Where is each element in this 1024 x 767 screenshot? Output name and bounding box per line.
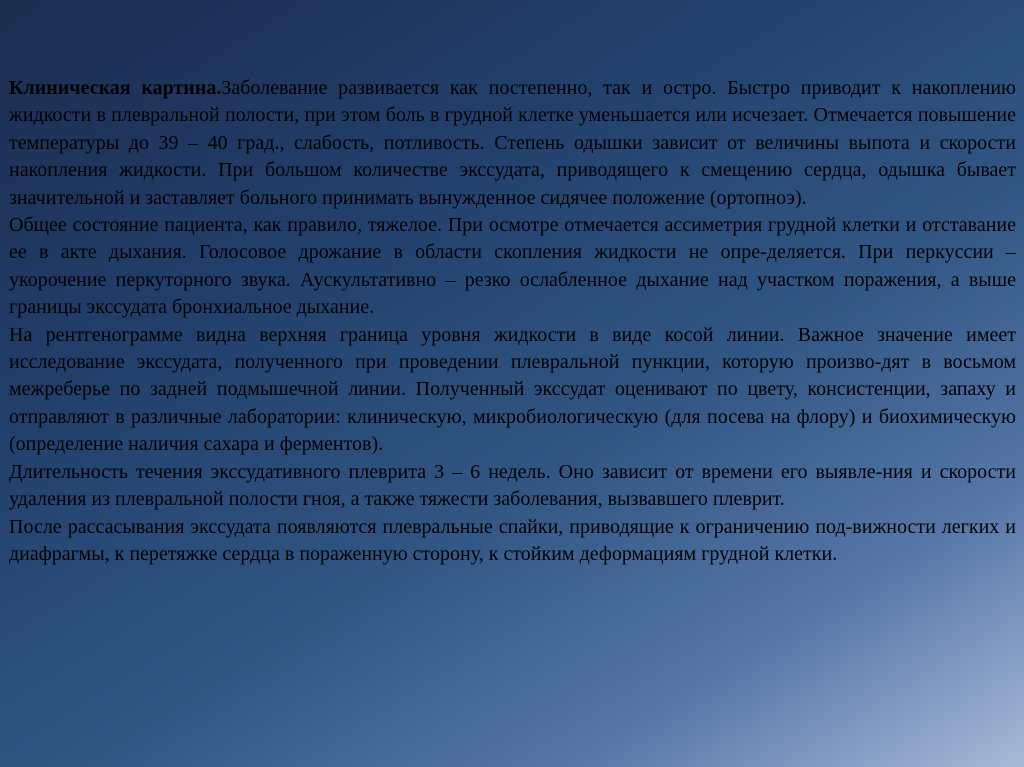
paragraph-xray: На рентгенограмме видна верхняя граница уровня жидкости в виде косой линии. Важное значение имеет исследование экссудата, полученного при проведении плевральной пункции, которую произво-дят в восьмом межреберье по задней подмышечной линии. Полученный экссудат оценивают по цвету, консистенции, запаху и отправляют в различные лаборатории: клиническую, микробиологическую (для посева на флору) и биохимическую (определение наличия сахара и ферментов). [9,323,1016,456]
paragraph-general-condition: Общее состояние пациента, как правило, тяжелое. При осмотре отмечается ассиметрия грудной клетки и отставание ее в акте дыхания. Голосовое дрожание в области скопления жидкости не опре-деляется. При перкуссии – укорочение перкуторного звука. Аускультативно – резко ослабленное дыхание над участком поражения, а выше границы экссудата бронхиальное дыхание. [9,214,1016,319]
paragraph-clinical-picture [9,75,1016,212]
clinical-picture-heading: Клиническая картина. [9,77,222,99]
slide-body-text [9,75,1016,568]
paragraph-duration: Длительность течения экссудативного плеврита 3 – 6 недель. Оно зависит от времени его выявле-ния и скорости удаления из плевральной полости гноя, а также тяжести заболевания, вызвавшего плеврит. [9,460,1016,511]
paragraph-text: Заболевание развивается как постепенно, так и остро. Быстро приводит к накоплению жидкости в плевральной полости, при этом боль в грудной клетке уменьшается или исчезает. Отмечается повышение температуры до 39 – 40 град., слабость, потливость. Степень одышки зависит от величины выпота и скорости накопления жидкости. При большом количестве экссудата, приводящего к смещению сердца, одышка бывает значительной и заставляет больного принимать вынужденное сидячее положение (ортопноэ). [9,77,1016,209]
paragraph-consequences: После рассасывания экссудата появляются плевральные спайки, приводящие к ограничению под-вижности легких и диафрагмы, к перетяжке сердца в пораженную сторону, к стойким деформациям грудной клетки. [9,515,1016,565]
